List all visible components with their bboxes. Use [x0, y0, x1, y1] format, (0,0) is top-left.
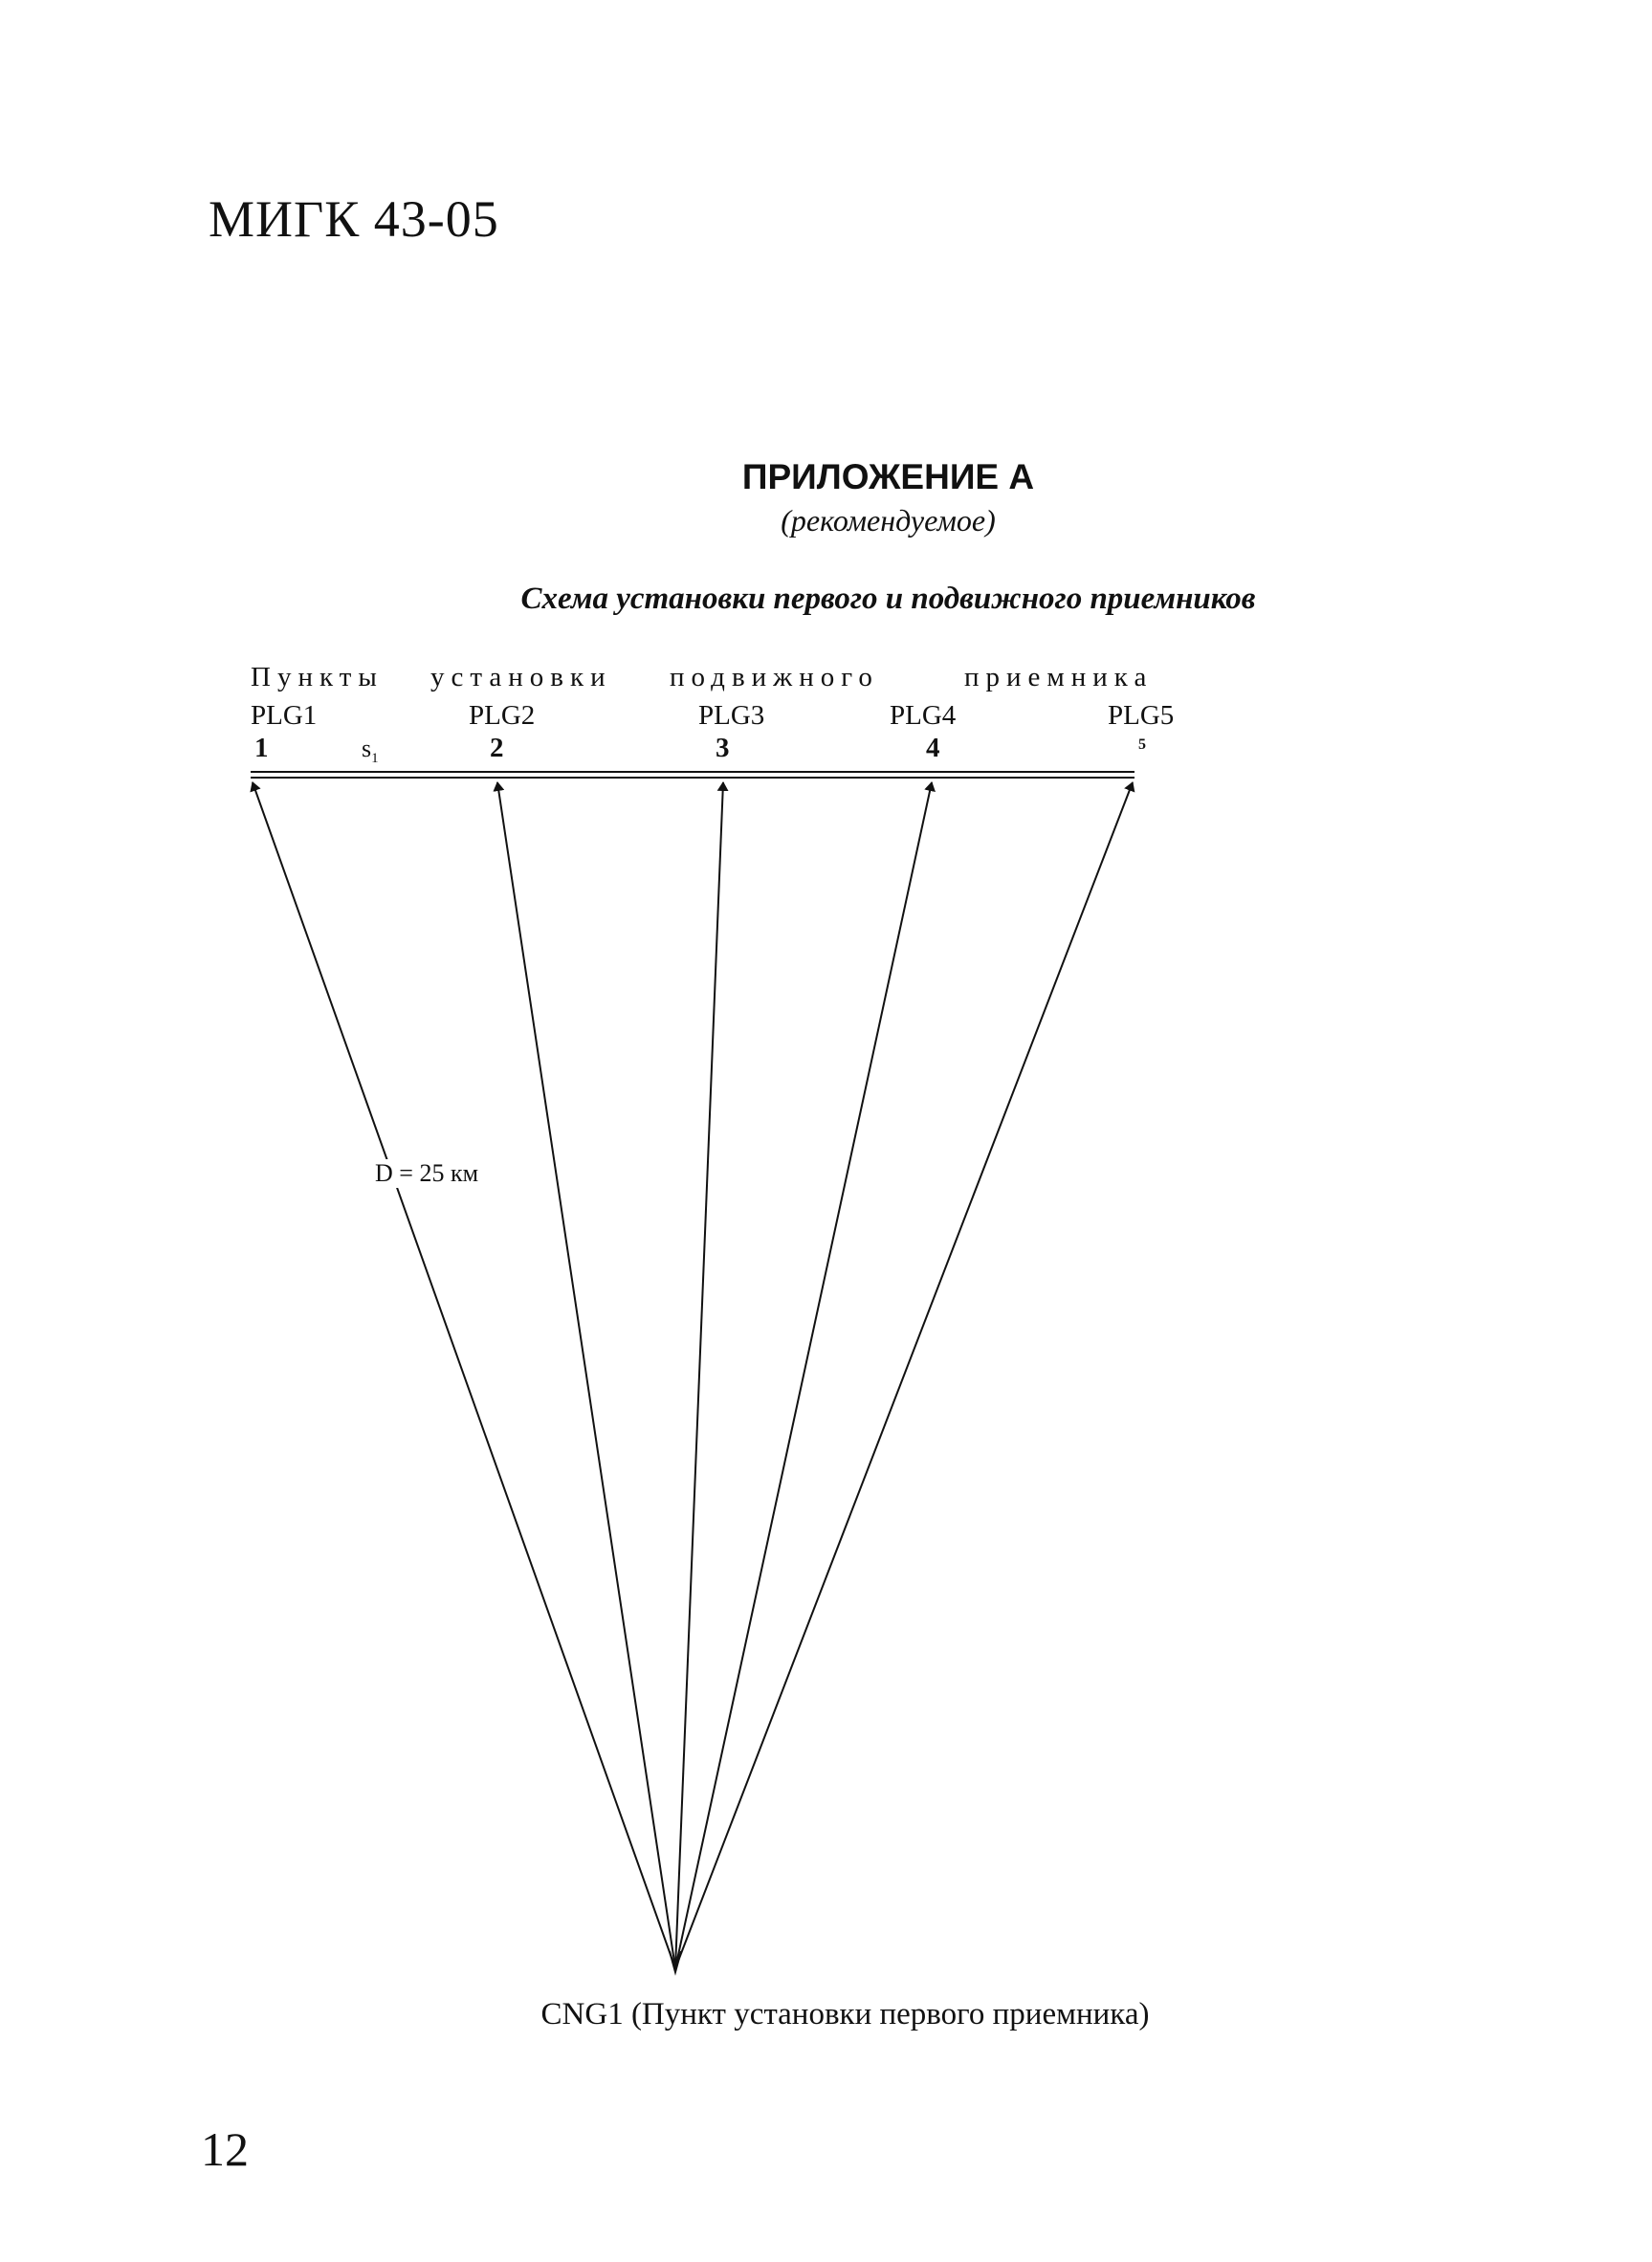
- base-point-caption: CNG1 (Пункт установки первого приемника): [540, 1997, 1150, 2031]
- point-name-plg5: PLG5: [1108, 700, 1175, 731]
- point-number-1: 1: [254, 733, 269, 763]
- point-number-3: 3: [716, 733, 730, 763]
- point-name-plg2: PLG2: [469, 700, 536, 731]
- point-name-plg1: PLG1: [251, 700, 318, 731]
- point-name-plg4: PLG4: [890, 700, 957, 731]
- header-word-points: Пункты: [251, 662, 384, 692]
- scheme-title: Схема установки первого и подвижного приемников: [520, 582, 1256, 616]
- document-code: МИГК 43-05: [209, 190, 499, 248]
- point-number-2: 2: [490, 733, 504, 763]
- header-word-installation: установки: [430, 662, 612, 692]
- distance-label: D = 25 км: [375, 1159, 479, 1187]
- page-number: 12: [201, 2122, 249, 2176]
- appendix-subtitle: (рекомендуемое): [781, 503, 996, 538]
- appendix-title: ПРИЛОЖЕНИЕ А: [741, 457, 1035, 496]
- header-word-receiver: приемника: [964, 662, 1154, 692]
- ray-to-plg4: [675, 782, 932, 1968]
- point-number-5: 5: [1138, 736, 1146, 753]
- header-word-mobile: подвижного: [670, 662, 879, 692]
- ray-to-plg2: [497, 782, 675, 1968]
- ray-to-plg3: [675, 782, 723, 1968]
- point-name-plg3: PLG3: [698, 700, 765, 731]
- ray-to-plg5: [675, 782, 1133, 1968]
- ray-to-plg1: [253, 782, 675, 1968]
- segment-label: $s_1$: [362, 735, 379, 767]
- point-number-4: 4: [926, 733, 940, 763]
